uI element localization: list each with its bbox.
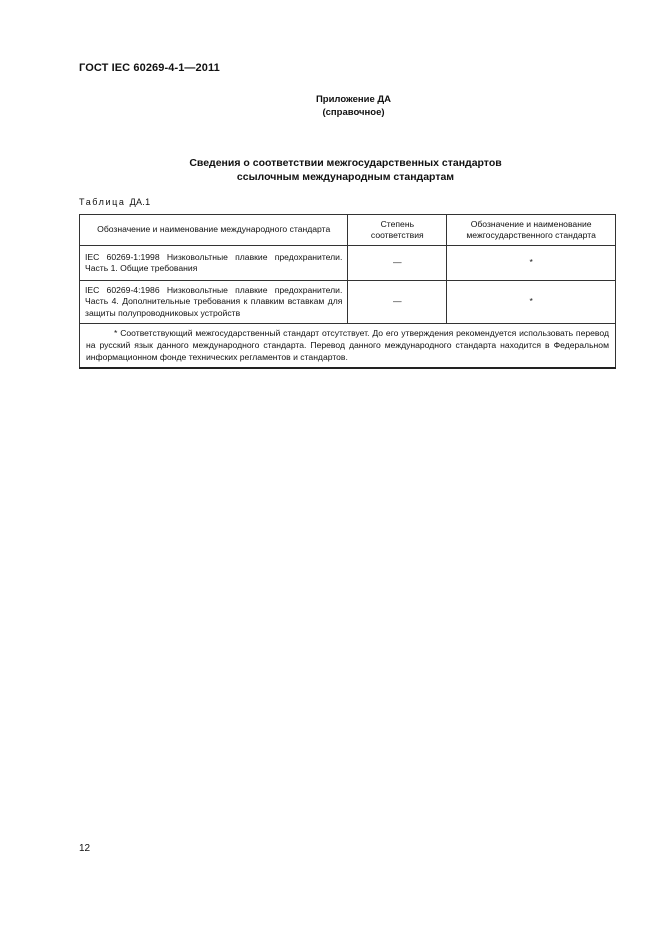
column-header-international: Обозначение и наименование международного стандарта (80, 215, 348, 246)
section-title-line1: Сведения о соответствии межгосударственных стандартов (189, 157, 502, 169)
correspondence-table (79, 214, 616, 369)
cell-international-standard: IEC 60269-1:1998 Низковольтные плавкие предохранители. Часть 1. Общие требования (80, 246, 348, 281)
table-label-number: ДА.1 (129, 197, 151, 207)
table-row (80, 281, 616, 324)
section-title (0, 156, 661, 184)
cell-interstate-standard: * (447, 246, 616, 281)
table-row (80, 246, 616, 281)
page-number: 12 (79, 843, 91, 854)
section-title-line2: ссылочным международным стандартам (236, 171, 455, 183)
annex-title: Приложение ДА (315, 94, 392, 105)
table-footnote: * Соответствующий межгосударственный стандарт отсутствует. До его утверждения рекомендуется использовать перевод на русский язык данного международного стандарта. Перевод данного международного стандарта находится в Федеральном информационном фонде технических регламентов и стандартов. (86, 328, 609, 362)
annex-heading (0, 93, 661, 119)
table-footnote-row (80, 324, 616, 369)
cell-degree: — (348, 246, 447, 281)
table-footnote-cell (80, 324, 616, 369)
standard-code-header: ГОСТ IEC 60269-4-1—2011 (79, 62, 220, 74)
table-label (79, 197, 150, 207)
cell-interstate-standard: * (447, 281, 616, 324)
cell-degree: — (348, 281, 447, 324)
column-header-interstate: Обозначение и наименование межгосударственного стандарта (447, 215, 616, 246)
annex-subtitle: (справочное) (322, 107, 385, 118)
table-label-word: Таблица (79, 197, 126, 207)
column-header-degree: Степень соответствия (348, 215, 447, 246)
table-header-row (80, 215, 616, 246)
cell-international-standard: IEC 60269-4:1986 Низковольтные плавкие предохранители. Часть 4. Дополнительные требования к плавким вставкам для защиты полупроводниковых устройств (80, 281, 348, 324)
